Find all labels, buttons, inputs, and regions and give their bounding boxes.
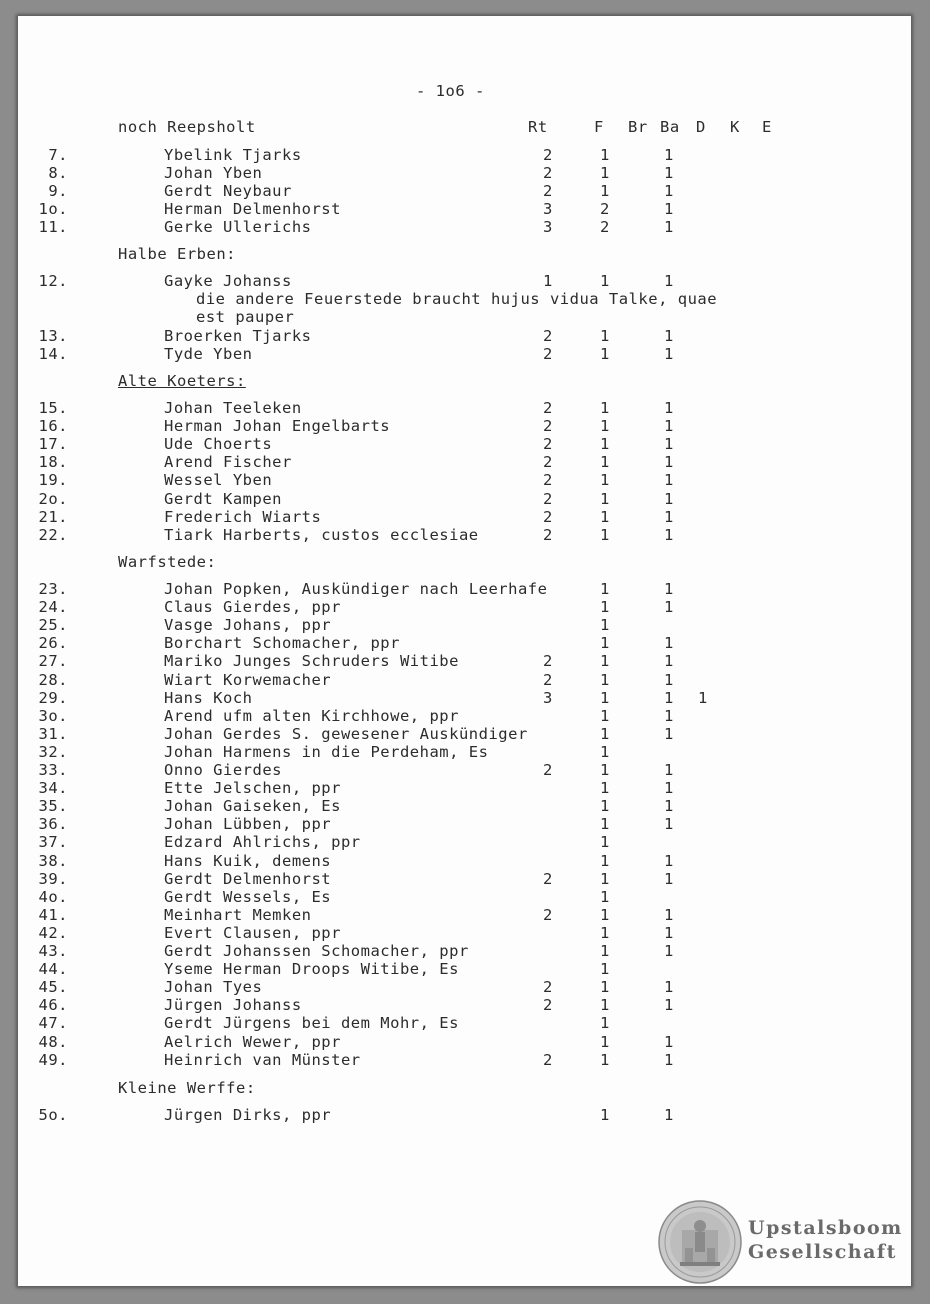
table-row (18, 996, 911, 1014)
table-row (18, 182, 911, 200)
row-ba: 1 (664, 652, 674, 671)
table-row (18, 471, 911, 489)
table-row (18, 870, 911, 888)
seal-icon (658, 1200, 742, 1284)
table-row (18, 616, 911, 634)
row-number: 13. (38, 327, 68, 345)
row-number: 27. (38, 652, 68, 671)
row-number: 39. (38, 869, 68, 888)
row-name: Johan Gerdes S. gewesener Auskündiger (164, 724, 528, 743)
row-ba: 1 (664, 797, 674, 816)
row-f: 1 (600, 489, 610, 508)
row-f: 2 (600, 218, 610, 236)
col-k: K (730, 118, 740, 136)
row-rt: 2 (543, 670, 553, 689)
row-name: Aelrich Wewer, ppr (164, 1032, 341, 1051)
table-row (18, 689, 911, 707)
row-f: 1 (600, 815, 610, 834)
table-row (18, 435, 911, 453)
row-name: Johan Yben (164, 164, 263, 182)
row-number: 44. (38, 960, 68, 979)
brand-line-2: Gesellschaft (748, 1241, 897, 1263)
row-f: 1 (600, 833, 610, 852)
row-ba: 1 (664, 905, 674, 924)
table-row (18, 218, 911, 236)
row-f: 1 (600, 272, 610, 290)
row-number: 3o. (38, 706, 68, 725)
row-number: 2o. (38, 489, 68, 508)
row-number: 28. (38, 670, 68, 689)
row-name: Gerdt Wessels, Es (164, 887, 332, 906)
table-row (18, 978, 911, 996)
row-number: 12. (38, 272, 68, 290)
row-number: 4o. (38, 887, 68, 906)
col-br: Br (628, 118, 648, 136)
table-row (18, 453, 911, 471)
brand-line-1: Upstalsboom (748, 1217, 903, 1239)
row-name: Jürgen Johanss (164, 996, 302, 1015)
row-ba: 1 (664, 923, 674, 942)
row-number: 32. (38, 742, 68, 761)
row-ba: 1 (664, 489, 674, 508)
row-f: 1 (600, 724, 610, 743)
table-row (18, 200, 911, 218)
row-name: Johan Teeleken (164, 399, 302, 417)
row-name: Ybelink Tjarks (164, 146, 302, 164)
row-f: 1 (600, 453, 610, 472)
row-rt: 2 (543, 869, 553, 888)
row-name: Arend Fischer (164, 453, 292, 472)
row-number: 37. (38, 833, 68, 852)
row-ba: 1 (664, 851, 674, 870)
row-f: 1 (600, 761, 610, 779)
row-number: 35. (38, 797, 68, 816)
row-number: 25. (38, 616, 68, 635)
table-row (18, 652, 911, 670)
table-row (18, 146, 911, 164)
row-number: 42. (38, 923, 68, 942)
row-ba: 1 (664, 942, 674, 960)
row-name: Tiark Harberts, custos ecclesiae (164, 525, 479, 544)
row-f: 1 (600, 598, 610, 617)
row-rt: 2 (543, 399, 553, 417)
row-f: 1 (600, 652, 610, 671)
row-f: 1 (600, 960, 610, 979)
row-number: 41. (38, 905, 68, 924)
row-number: 19. (38, 471, 68, 490)
row-name: Hans Kuik, demens (164, 851, 332, 870)
row-rt: 2 (543, 471, 553, 490)
row-ba: 1 (664, 453, 674, 472)
row-number: 22. (38, 525, 68, 544)
row-note: die andere Feuerstede braucht hujus vidua Talke, quae (196, 290, 718, 308)
row-number: 48. (38, 1032, 68, 1051)
row-number: 7. (48, 146, 68, 164)
row-f: 1 (600, 670, 610, 689)
row-name: Mariko Junges Schruders Witibe (164, 652, 459, 671)
row-name: Johan Tyes (164, 978, 263, 997)
row-f: 1 (600, 706, 610, 725)
row-name: Gerdt Delmenhorst (164, 869, 332, 888)
row-number: 5o. (38, 1106, 68, 1124)
row-ba: 1 (664, 471, 674, 490)
table-row (18, 345, 911, 363)
table-row (18, 164, 911, 182)
row-name: Jürgen Dirks, ppr (164, 1106, 332, 1124)
row-name: Gerdt Johanssen Schomacher, ppr (164, 942, 469, 960)
table-row (18, 761, 911, 779)
row-rt: 2 (543, 978, 553, 997)
row-ba: 1 (664, 1106, 674, 1124)
row-rt: 2 (543, 453, 553, 472)
row-name: Ette Jelschen, ppr (164, 779, 341, 798)
row-name: Claus Gierdes, ppr (164, 598, 341, 617)
row-name: Gerdt Kampen (164, 489, 282, 508)
row-ba: 1 (664, 779, 674, 798)
row-name: Arend ufm alten Kirchhowe, ppr (164, 706, 459, 725)
row-f: 1 (600, 417, 610, 436)
row-ba: 1 (664, 580, 674, 598)
row-number: 43. (38, 942, 68, 960)
table-row (18, 598, 911, 616)
table-row (18, 490, 911, 508)
table-row (18, 797, 911, 815)
row-name: Tyde Yben (164, 345, 253, 363)
row-name: Hans Koch (164, 688, 253, 707)
row-name: Johan Popken, Auskündiger nach Leerhafe (164, 580, 548, 598)
row-rt: 3 (543, 200, 553, 218)
row-name: Evert Clausen, ppr (164, 923, 341, 942)
row-f: 1 (600, 869, 610, 888)
row-f: 1 (600, 688, 610, 707)
table-row (18, 906, 911, 924)
row-number: 23. (38, 580, 68, 598)
row-rt: 3 (543, 688, 553, 707)
row-ba: 1 (664, 146, 674, 164)
row-number: 1o. (38, 200, 68, 218)
row-name: Broerken Tjarks (164, 327, 312, 345)
table-row (18, 960, 911, 978)
row-number: 34. (38, 779, 68, 798)
row-number: 15. (38, 399, 68, 417)
row-f: 1 (600, 1032, 610, 1051)
row-name: Borchart Schomacher, ppr (164, 634, 400, 653)
row-f: 1 (600, 399, 610, 417)
row-f: 1 (600, 851, 610, 870)
table-row (18, 1014, 911, 1032)
row-f: 1 (600, 905, 610, 924)
row-number: 18. (38, 453, 68, 472)
row-ba: 1 (664, 435, 674, 454)
row-ba: 1 (664, 272, 674, 290)
row-name: Wessel Yben (164, 471, 273, 490)
row-ba: 1 (664, 200, 674, 218)
row-number: 21. (38, 507, 68, 526)
row-name: Gayke Johanss (164, 272, 292, 290)
row-f: 1 (600, 580, 610, 598)
row-ba: 1 (664, 399, 674, 417)
row-number: 8. (48, 164, 68, 182)
row-name: Heinrich van Münster (164, 1050, 361, 1069)
table-row (18, 508, 911, 526)
row-f: 1 (600, 779, 610, 798)
table-row (18, 707, 911, 725)
row-ba: 1 (664, 706, 674, 725)
row-rt: 2 (543, 507, 553, 526)
row-name: Herman Delmenhorst (164, 200, 341, 218)
row-name: Onno Gierdes (164, 761, 282, 779)
row-name: Frederich Wiarts (164, 507, 322, 526)
row-ba: 1 (664, 598, 674, 617)
row-f: 1 (600, 616, 610, 635)
row-f: 1 (600, 887, 610, 906)
table-row (18, 580, 911, 598)
row-number: 17. (38, 435, 68, 454)
section-kleine-werffe: Kleine Werffe: (118, 1079, 256, 1097)
col-e: E (762, 118, 772, 136)
row-rt: 2 (543, 146, 553, 164)
row-rt: 2 (543, 996, 553, 1015)
row-f: 1 (600, 1014, 610, 1033)
row-f: 1 (600, 1050, 610, 1069)
table-row (18, 526, 911, 544)
row-number: 45. (38, 978, 68, 997)
row-ba: 1 (664, 327, 674, 345)
row-name: Gerke Ullerichs (164, 218, 312, 236)
row-f: 1 (600, 1106, 610, 1124)
row-rt: 2 (543, 489, 553, 508)
col-rt: Rt (528, 118, 548, 136)
row-ba: 1 (664, 507, 674, 526)
row-name: Herman Johan Engelbarts (164, 417, 391, 436)
row-ba: 1 (664, 1032, 674, 1051)
row-number: 16. (38, 417, 68, 436)
table-row (18, 1051, 911, 1069)
table-row (18, 852, 911, 870)
table-row (18, 779, 911, 797)
row-name: Vasge Johans, ppr (164, 616, 332, 635)
row-f: 1 (600, 742, 610, 761)
table-row (18, 725, 911, 743)
col-ba: Ba (660, 118, 680, 136)
table-row (18, 327, 911, 345)
row-ba: 1 (664, 634, 674, 653)
row-rt: 2 (543, 761, 553, 779)
row-number: 33. (38, 761, 68, 779)
table-row (18, 743, 911, 761)
row-note: est pauper (196, 308, 295, 326)
row-ba: 1 (664, 164, 674, 182)
row-rt: 1 (543, 272, 553, 290)
row-number: 36. (38, 815, 68, 834)
row-ba: 1 (664, 815, 674, 834)
row-number: 24. (38, 598, 68, 617)
row-number: 14. (38, 345, 68, 363)
row-rt: 2 (543, 1050, 553, 1069)
row-rt: 2 (543, 652, 553, 671)
table-row (18, 671, 911, 689)
row-ba: 1 (664, 417, 674, 436)
row-number: 31. (38, 724, 68, 743)
row-ba: 1 (664, 218, 674, 236)
brand-logo (748, 1216, 903, 1264)
row-number: 47. (38, 1014, 68, 1033)
table-row (18, 1033, 911, 1051)
row-ba: 1 (664, 688, 674, 707)
row-name: Edzard Ahlrichs, ppr (164, 833, 361, 852)
table-row (18, 417, 911, 435)
row-f: 1 (600, 345, 610, 363)
row-ba: 1 (664, 761, 674, 779)
row-f: 1 (600, 327, 610, 345)
row-rt: 2 (543, 327, 553, 345)
row-f: 1 (600, 797, 610, 816)
row-number: 26. (38, 634, 68, 653)
row-ba: 1 (664, 869, 674, 888)
row-f: 1 (600, 634, 610, 653)
row-number: 11. (38, 218, 68, 236)
row-rt: 2 (543, 435, 553, 454)
row-name: Yseme Herman Droops Witibe, Es (164, 960, 459, 979)
row-name: Wiart Korwemacher (164, 670, 332, 689)
row-name: Ude Choerts (164, 435, 273, 454)
table-row (18, 634, 911, 652)
section-warfstede: Warfstede: (118, 553, 217, 571)
row-f: 1 (600, 507, 610, 526)
row-f: 2 (600, 200, 610, 218)
row-number: 38. (38, 851, 68, 870)
row-number: 46. (38, 996, 68, 1015)
table-row (18, 833, 911, 851)
table-row (18, 1106, 911, 1124)
row-rt: 2 (543, 164, 553, 182)
row-f: 1 (600, 146, 610, 164)
section-alte-koeters: Alte Koeters: (118, 372, 246, 390)
row-f: 1 (600, 525, 610, 544)
row-f: 1 (600, 164, 610, 182)
row-ba: 1 (664, 525, 674, 544)
row-d: 1 (698, 688, 708, 707)
row-name: Gerdt Neybaur (164, 182, 292, 200)
row-name: Gerdt Jürgens bei dem Mohr, Es (164, 1014, 459, 1033)
table-row (18, 399, 911, 417)
table-row (18, 924, 911, 942)
row-f: 1 (600, 942, 610, 960)
row-name: Johan Gaiseken, Es (164, 797, 341, 816)
place-heading: noch Reepsholt (118, 118, 256, 136)
row-rt: 2 (543, 182, 553, 200)
row-ba: 1 (664, 182, 674, 200)
row-rt: 2 (543, 417, 553, 436)
document-page (18, 16, 911, 1286)
row-f: 1 (600, 923, 610, 942)
row-f: 1 (600, 471, 610, 490)
row-rt: 2 (543, 905, 553, 924)
row-ba: 1 (664, 345, 674, 363)
table-row (18, 272, 911, 290)
section-halbe-erben: Halbe Erben: (118, 245, 236, 263)
row-rt: 3 (543, 218, 553, 236)
table-row (18, 815, 911, 833)
table-row (18, 888, 911, 906)
col-f: F (594, 118, 604, 136)
row-number: 9. (48, 182, 68, 200)
row-rt: 2 (543, 525, 553, 544)
row-rt: 2 (543, 345, 553, 363)
page-number: - 1o6 - (416, 82, 485, 100)
row-number: 49. (38, 1050, 68, 1069)
col-d: D (696, 118, 706, 136)
table-row (18, 942, 911, 960)
row-f: 1 (600, 996, 610, 1015)
row-ba: 1 (664, 978, 674, 997)
row-f: 1 (600, 978, 610, 997)
row-name: Johan Lübben, ppr (164, 815, 332, 834)
row-ba: 1 (664, 724, 674, 743)
row-name: Johan Harmens in die Perdeham, Es (164, 742, 489, 761)
row-ba: 1 (664, 996, 674, 1015)
row-name: Meinhart Memken (164, 905, 312, 924)
row-f: 1 (600, 435, 610, 454)
row-ba: 1 (664, 1050, 674, 1069)
row-f: 1 (600, 182, 610, 200)
row-number: 29. (38, 688, 68, 707)
row-ba: 1 (664, 670, 674, 689)
